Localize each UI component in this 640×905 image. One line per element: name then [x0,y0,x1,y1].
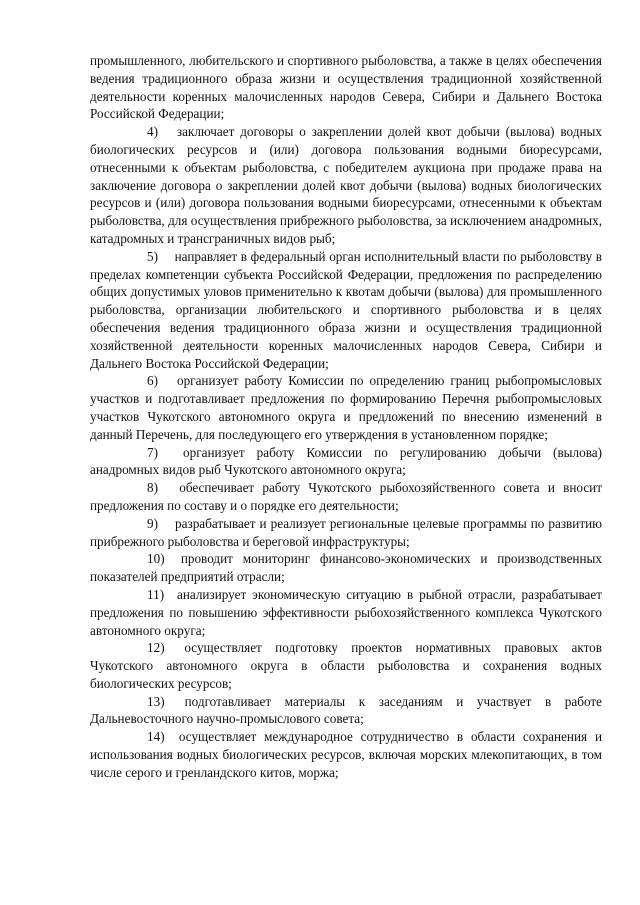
item-text: организует работу Комиссии по регулированию добычи (вылова) анадромных видов рыб Чукотского автономного округа; [90,444,603,478]
list-item-6 [90,372,602,443]
item-number: 5) [147,248,158,264]
item-number: 14) [147,729,165,745]
intro-paragraph: промышленного, любительского и спортивного рыболовства, а также в целях обеспечения ведения традиционного образа жизни и осуществления традиционной хозяйственной деятельности коренных малочисленных народов Севера, Сибири и Дальнего Востока Российской Федерации; [90,53,602,122]
item-text: заключает договоры о закреплении долей квот добычи (вылова) водных биологических ресурсов и (или) договора пользования водными биоресурсами, отнесенными к объектам рыболовства, с победителем аукциона при продаже права на заключение договора о закреплении долей квот добычи (вылова) водных биологических ресурсов и (или) договора пользования водными биоресурсами, отнесенными к объектам рыболовства, для осуществления прибрежного рыболовства, за исключением анадромных, катадромных и трансграничных видов рыб; [90,124,602,246]
list-item-10 [90,550,602,586]
list-item-4 [90,123,602,248]
item-text: осуществляет международное сотрудничество в области сохранения и использования водных биологических ресурсов, включая морских млекопитающих, в том числе серого и гренландского китов, моржа; [90,729,603,780]
list-item-9 [90,515,602,551]
item-number: 10) [147,551,165,567]
item-text: разрабатывает и реализует региональные целевые программы по развитию прибрежного рыболовства и береговой инфраструктуры; [90,515,603,549]
document-page [90,52,602,782]
list-item-8 [90,479,602,515]
item-number: 8) [147,480,158,496]
item-number: 9) [147,515,158,531]
item-text: подготавливает материалы к заседаниям и участвует в работе Дальневосточного научно-промыслового совета; [90,693,602,727]
item-number: 12) [147,640,165,656]
list-item-7 [90,444,602,480]
item-text: проводит мониторинг финансово-экономических и производственных показателей предприятий отрасли; [90,551,603,585]
list-item-14 [90,728,602,781]
list-item-5 [90,248,602,373]
item-text: осуществляет подготовку проектов нормативных правовых актов Чукотского автономного округа в области рыболовства и сохранения водных биологических ресурсов; [90,640,602,691]
item-number: 11) [147,586,165,602]
list-item-11 [90,586,602,639]
list-item-12 [90,639,602,692]
item-text: анализирует экономическую ситуацию в рыбной отрасли, разрабатывает предложения по повышению эффективности рыбохозяйственного комплекса Чукотского автономного округа; [90,586,602,638]
item-number: 13) [147,693,165,709]
item-number: 4) [147,124,158,140]
item-text: организует работу Комиссии по определению границ рыбопромысловых участков и подготавливает предложения по формированию Перечня рыбопромысловых участков Чукотского автономного округа и предложений по внесению изменений в данный Перечень, для последующего его утверждения в установленном порядке; [90,373,602,442]
item-text: обеспечивает работу Чукотского рыбохозяйственного совета и вносит предложения по составу и о порядке его деятельности; [90,480,603,513]
item-text: направляет в федеральный орган исполнительный власти по рыболовству в пределах компетенции субъекта Российской Федерации, предложения по распределению общих допустимых уловов применительно к квотам добычи (вылова) для промышленного рыболовства, организации любительского и спортивного рыболовства и в целях обеспечения ведения традиционного образа жизни и осуществления традиционной хозяйственной деятельности коренных малочисленных народов Севера, Сибири и Дальнего Востока Российской Федерации; [90,248,602,371]
item-number: 7) [147,444,158,460]
list-item-13 [90,693,602,729]
item-number: 6) [147,373,158,389]
